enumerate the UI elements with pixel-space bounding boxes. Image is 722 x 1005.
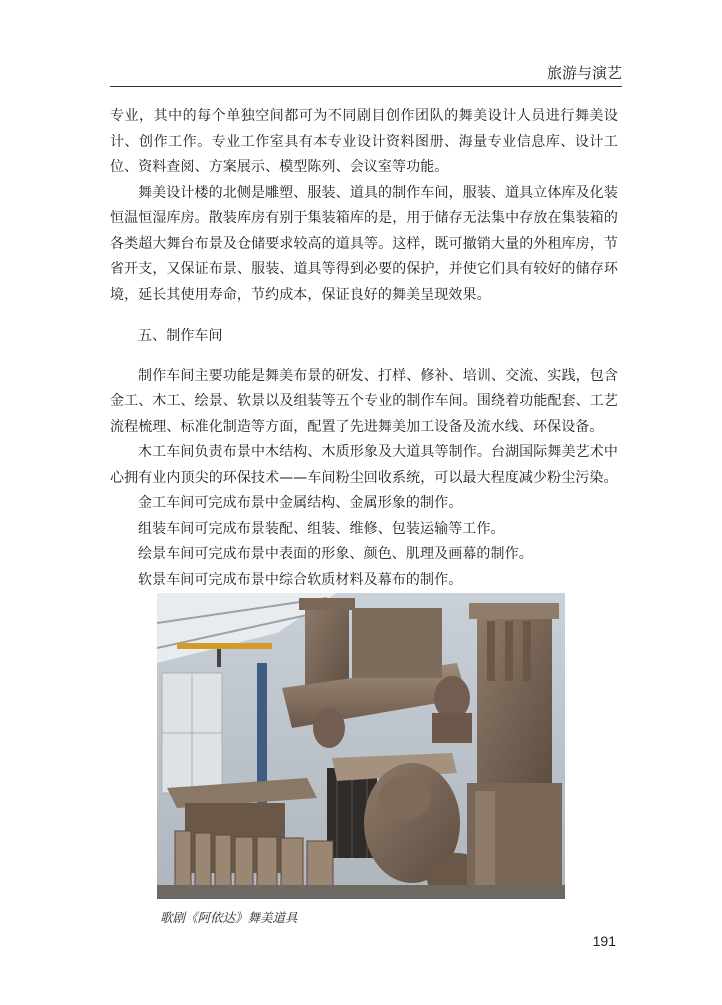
body-text bbox=[110, 104, 618, 593]
header-rule bbox=[110, 86, 622, 87]
paragraph: 组装车间可完成布景装配、组装、维修、包装运输等工作。 bbox=[138, 520, 505, 537]
stage-props-photo bbox=[157, 593, 565, 899]
figure-caption: 歌剧《阿依达》舞美道具 bbox=[160, 910, 298, 925]
header-title: 旅游与演艺 bbox=[546, 64, 622, 82]
paragraph: 专业，其中的每个单独空间都可为不同剧目创作团队的舞美设计人员进行舞美设计、创作工作。专业工作室具有本专业设计资料图册、海量专业信息库、设计工位、资料查阅、方案展示、模型陈列、会议室等功能。 bbox=[110, 108, 618, 175]
paragraph: 绘景车间可完成布景中表面的形象、颜色、肌理及画幕的制作。 bbox=[138, 546, 533, 562]
paragraph: 金工车间可完成布景中金属结构、金属形象的制作。 bbox=[138, 495, 463, 511]
paragraph: 舞美设计楼的北侧是雕塑、服装、道具的制作车间，服装、道具立体库及化装恒温恒湿库房。散装库房有别于集装箱库的是，用于储存无法集中存放在集装箱的各类超大舞台布景及仓储要求较高的道具等。这样，既可撤销大量的外租库房，节省开支，又保证布景、服装、道具等得到必要的保护，并使它们具有较好的储存环境，延长其使用寿命，节约成本，保证良好的舞美呈现效果。 bbox=[110, 184, 618, 303]
section-heading: 五、制作车间 bbox=[138, 328, 223, 344]
paragraph: 软景车间可完成布景中综合软质材料及幕布的制作。 bbox=[138, 571, 463, 588]
paragraph: 木工车间负责布景中木结构、木质形象及大道具等制作。台湖国际舞美艺术中心拥有业内顶尖的环保技术——车间粉尘回收系统，可以最大程度减少粉尘污染。 bbox=[110, 444, 618, 486]
paragraph: 制作车间主要功能是舞美布景的研发、打样、修补、培训、交流、实践，包含金工、木工、绘景、软景以及组装等五个专业的制作车间。围绕着功能配套、工艺流程梳理、标准化制造等方面，配置了先进舞美加工设备及流水线、环保设备。 bbox=[110, 367, 618, 435]
page-number: 191 bbox=[592, 933, 616, 949]
